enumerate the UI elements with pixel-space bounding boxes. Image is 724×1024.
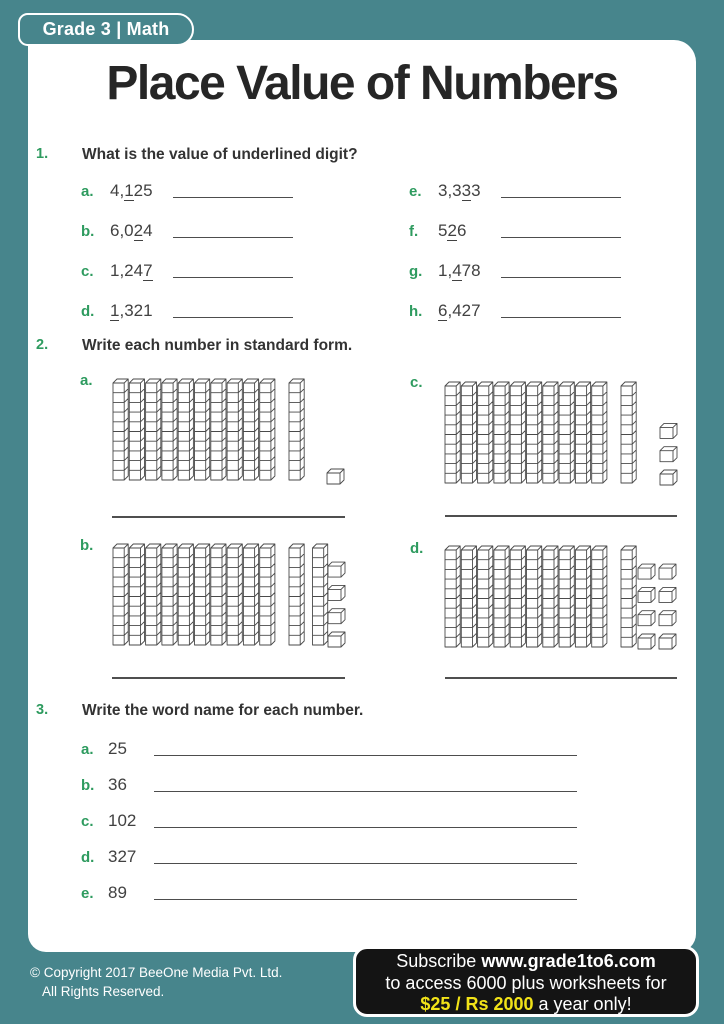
answer-blank[interactable] (501, 221, 621, 238)
item-number: 327 (108, 847, 137, 866)
item-letter: d. (81, 849, 95, 866)
price-suffix: a year only! (538, 994, 632, 1014)
answer-blank[interactable] (501, 301, 621, 318)
base-ten-blocks-b (112, 539, 347, 660)
item-letter: e. (409, 183, 422, 200)
underlined-digit: 7 (143, 261, 153, 280)
question-2-prompt: Write each number in standard form. (82, 337, 353, 354)
subscribe-line3 (356, 994, 696, 1016)
q2-item-d-letter: d. (410, 540, 424, 557)
item-letter: e. (81, 885, 94, 902)
item-number: 6,427 (438, 301, 481, 320)
item-letter: d. (81, 303, 95, 320)
grade-badge (18, 13, 194, 46)
item-number: 25 (108, 739, 127, 758)
item-letter: g. (409, 263, 423, 280)
underlined-digit: 6 (438, 301, 448, 320)
copyright-line2: All Rights Reserved. (42, 984, 165, 999)
copyright-line1: © Copyright 2017 BeeOne Media Pvt. Ltd. (30, 965, 283, 980)
answer-blank[interactable] (501, 261, 621, 278)
item-number: 102 (108, 811, 137, 830)
item-number: 526 (438, 221, 467, 240)
answer-blank[interactable] (445, 515, 677, 517)
underlined-digit: 2 (447, 221, 457, 240)
answer-blank[interactable] (112, 516, 345, 518)
item-letter: b. (81, 777, 95, 794)
base-ten-blocks-c (444, 377, 679, 498)
underlined-digit: 3 (461, 181, 472, 200)
answer-blank[interactable] (501, 181, 621, 198)
answer-blank[interactable] (173, 261, 293, 278)
underlined-digit: 4 (452, 261, 462, 280)
q2-item-c-letter: c. (410, 374, 423, 391)
page-title: Place Value of Numbers (106, 57, 618, 110)
subscribe-line2: to access 6000 plus worksheets for (385, 972, 667, 993)
item-number: 3,333 (438, 181, 481, 200)
item-letter: f. (409, 223, 419, 240)
answer-blank[interactable] (154, 775, 577, 792)
answer-blank[interactable] (154, 883, 577, 900)
item-letter: c. (81, 263, 94, 280)
item-letter: h. (409, 303, 423, 320)
q2-item-b-letter: b. (80, 537, 94, 554)
underlined-digit: 2 (133, 221, 144, 240)
base-ten-blocks-a (112, 374, 347, 495)
answer-blank[interactable] (154, 847, 577, 864)
question-2-number: 2. (36, 337, 49, 353)
item-number: 36 (108, 775, 127, 794)
answer-blank[interactable] (445, 677, 677, 679)
answer-blank[interactable] (112, 677, 345, 679)
item-number: 4,125 (110, 181, 153, 200)
question-3-number: 3. (36, 702, 49, 718)
subscribe-url: www.grade1to6.com (481, 951, 656, 971)
underlined-digit: 1 (110, 301, 120, 320)
subscribe-banner (353, 946, 699, 1017)
item-letter: b. (81, 223, 95, 240)
price-text: $25 / Rs 2000 (420, 994, 534, 1014)
subscribe-word: Subscribe (396, 951, 477, 971)
item-letter: c. (81, 813, 94, 830)
base-ten-blocks-d (444, 541, 679, 662)
copyright-notice (30, 963, 282, 1001)
subscribe-line1 (356, 951, 696, 973)
item-letter: a. (81, 183, 94, 200)
item-number: 1,247 (110, 261, 153, 280)
answer-blank[interactable] (173, 221, 293, 238)
q2-item-a-letter: a. (80, 372, 93, 389)
item-number: 89 (108, 883, 127, 902)
item-letter: a. (81, 741, 94, 758)
item-number: 1,478 (438, 261, 481, 280)
question-1-prompt: What is the value of underlined digit? (82, 146, 358, 163)
answer-blank[interactable] (173, 301, 293, 318)
underlined-digit: 1 (124, 181, 134, 200)
answer-blank[interactable] (154, 811, 577, 828)
question-1-number: 1. (36, 146, 49, 162)
question-3-prompt: Write the word name for each number. (82, 702, 364, 719)
item-number: 6,024 (110, 221, 153, 240)
answer-blank[interactable] (154, 739, 577, 756)
grade-badge-label: Grade 3 | Math (42, 19, 170, 39)
item-number: 1,321 (110, 301, 153, 320)
answer-blank[interactable] (173, 181, 293, 198)
